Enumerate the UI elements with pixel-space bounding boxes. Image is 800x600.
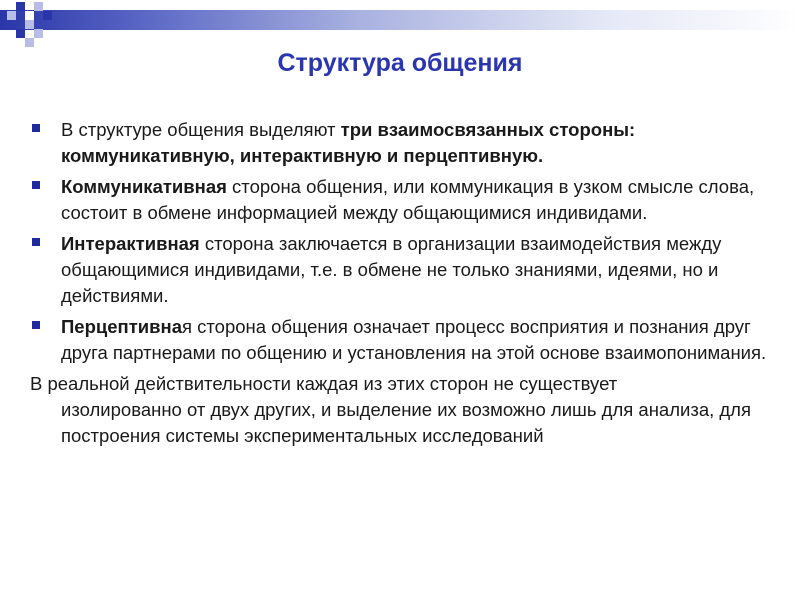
bullet-text-after: сторона заключается в организации взаимодействия между общающимися индивидами, т.е. в обмене не только знаниями, идеями, но и действиями.: [61, 233, 722, 306]
closing-rest: изолированно от двух других, и выделение их возможно лишь для анализа, для построения системы экспериментальных исследований: [61, 399, 751, 446]
bullet-text-bold: три взаимосвязанных стороны: коммуникативную, интерактивную и перцептивную.: [61, 119, 636, 166]
decorative-squares: [0, 0, 70, 50]
closing-paragraph: [30, 371, 790, 449]
bullet-item: [30, 174, 790, 226]
bullet-text-bold: Интерактивная: [61, 233, 200, 254]
header-gradient-band: [0, 10, 800, 30]
bullet-text-after: сторона общения, или коммуникация в узком смысле слова, состоит в обмене информацией между общающимися индивидами.: [61, 176, 755, 223]
bullet-item: [30, 231, 790, 309]
bullet-text-bold: Перцептивна: [61, 316, 182, 337]
bullet-text-before: В структуре общения выделяют: [61, 119, 341, 140]
bullet-item: [30, 314, 790, 366]
square-bullet-icon: [32, 238, 40, 246]
slide-body: [30, 117, 790, 449]
bullet-text-after: я сторона общения означает процесс восприятия и познания друг друга партнерами по общению и установления на этой основе взаимопонимания.: [61, 316, 767, 363]
closing-first-line: В реальной действительности каждая из этих сторон не существует: [30, 373, 618, 394]
bullet-text-bold: Коммуникативная: [61, 176, 227, 197]
bullet-item: [30, 117, 790, 169]
square-bullet-icon: [32, 124, 40, 132]
square-bullet-icon: [32, 321, 40, 329]
slide-title: Структура общения: [277, 49, 523, 77]
square-bullet-icon: [32, 181, 40, 189]
